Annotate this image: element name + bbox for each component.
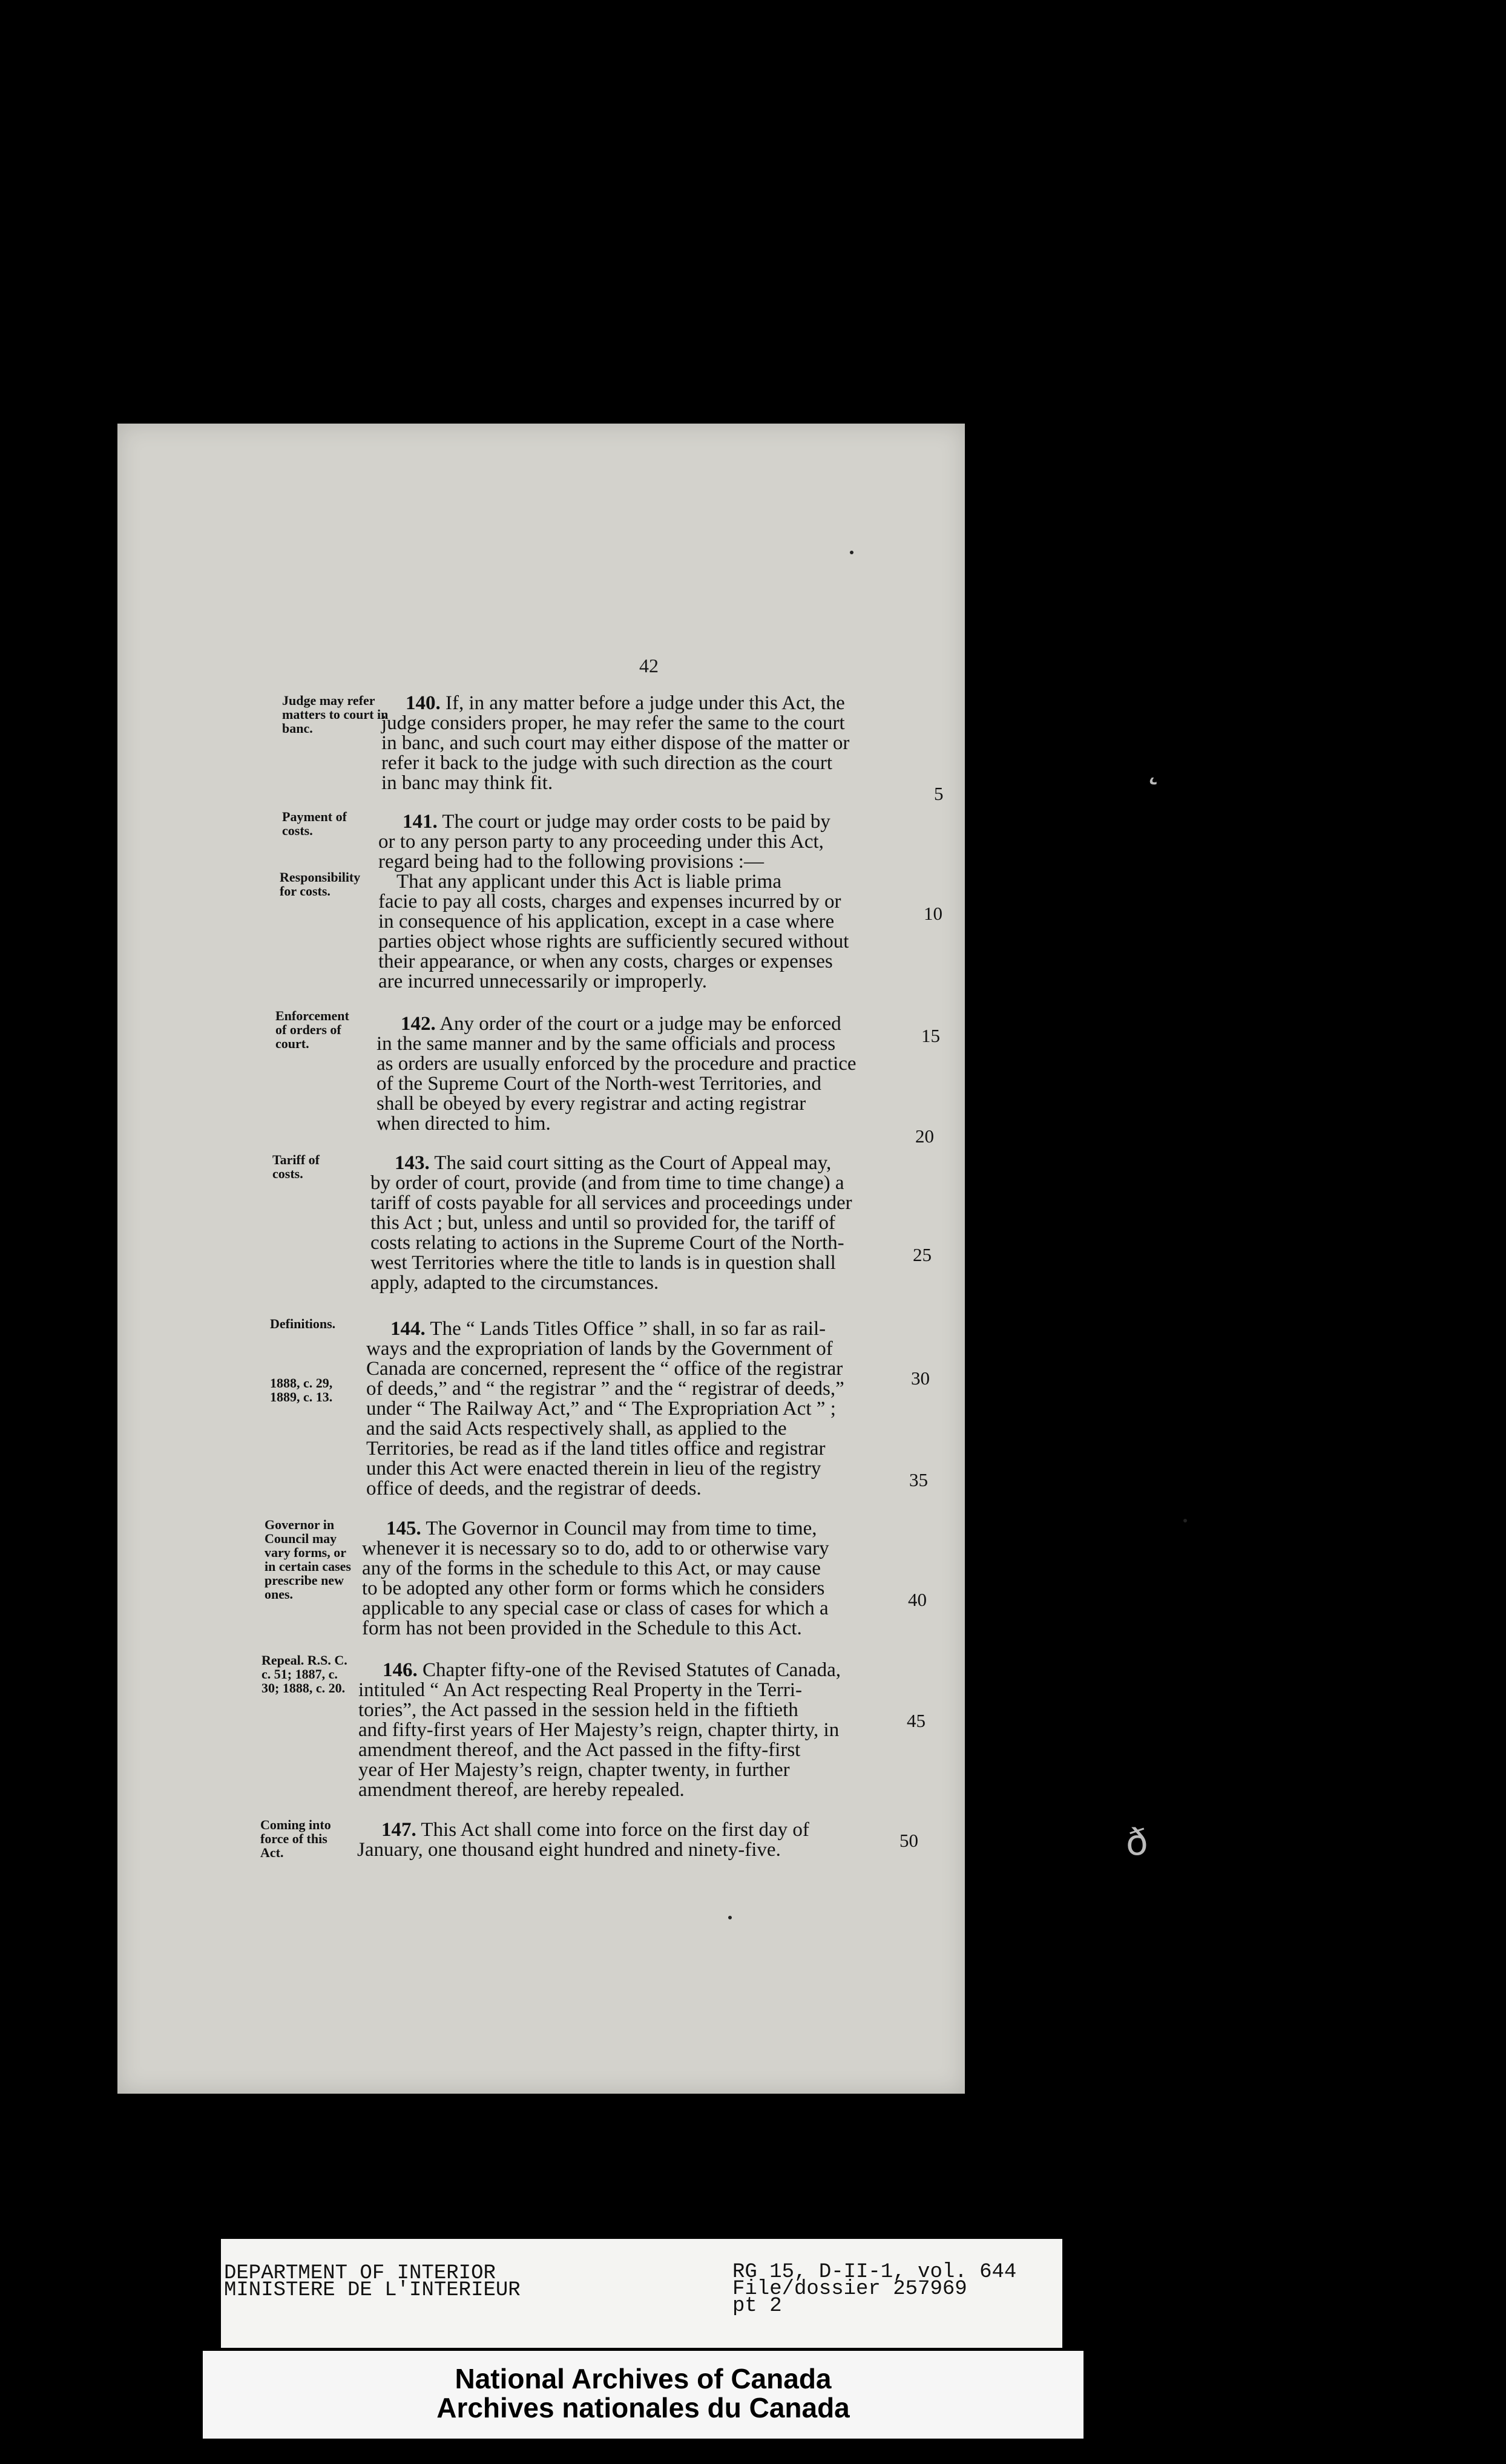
section-number: 140. xyxy=(406,692,441,714)
department-english: DEPARTMENT OF INTERIOR xyxy=(224,2262,496,2285)
file-number: File/dossier 257969 xyxy=(732,2278,967,2301)
speck xyxy=(850,551,853,554)
margin-note-146: Repeal. R.S. C. c. 51; 1887, c. 30; 1888, c. 20. xyxy=(261,1653,347,1696)
section-number: 143. xyxy=(395,1152,430,1174)
section-144: 144. The “ Lands Titles Office ” shall, in so far as rail- ways and the expropriation of lands by the Government of Canada are concerned, represent the “ office of the registrar of deeds,” and “ the registrar ” and the “ registrar of deeds,” under “ The Railway Act,” and “ The Expropriation Act ” ; and the said Acts respectively shall, as applied to the Territories, be read as if the land titles office and registrar under this Act were enacted therein in lieu of the registry office of deeds, and the registrar of deeds. xyxy=(366,1318,844,1499)
line-number: 20 xyxy=(915,1126,934,1147)
banner-french: Archives nationales du Canada xyxy=(436,2392,850,2423)
section-147: 147. This Act shall come into force on the first day of January, one thousand eight hundred and ninety-five. xyxy=(357,1819,809,1861)
edge-mark: ˛ xyxy=(1144,744,1162,787)
margin-note-147: Coming into force of this Act. xyxy=(260,1817,331,1860)
margin-note-1888: 1888, c. 29, 1889, c. 13. xyxy=(270,1375,333,1404)
section-143: 143. The said court sitting as the Court of Appeal may, by order of court, provide (and from time to time change) a tariff of costs payable for all services and proceedings under this Act ; but, unless and until so provided for, the tariff of costs relating to actions in the Supreme Court of the North- west Territories where the title to lands is in question shall apply, adapted to the circumstances. xyxy=(370,1152,852,1294)
section-142: 142. Any order of the court or a judge may be enforced in the same manner and by the same officials and process as orders are usually enforced by the procedure and practice of the Supreme Court of the North-west Territories, and shall be obeyed by every registrar and acting registrar when directed to him. xyxy=(376,1013,857,1135)
margin-note-144: Definitions. xyxy=(270,1316,336,1331)
edge-mark: ð xyxy=(1126,1821,1148,1864)
line-number: 5 xyxy=(934,783,944,804)
line-number: 50 xyxy=(899,1830,918,1851)
part-number: pt 2 xyxy=(732,2295,782,2318)
line-number: 35 xyxy=(909,1469,928,1490)
margin-note-141: Payment of costs. xyxy=(282,809,347,838)
margin-note-responsibility: Responsibility for costs. xyxy=(280,870,361,899)
line-number: 15 xyxy=(921,1025,940,1046)
record-group-reference: RG 15, D-II-1, vol. 644 xyxy=(732,2261,1017,2284)
department-french: MINISTERE DE L'INTERIEUR xyxy=(224,2279,521,2302)
margin-note-142: Enforcement of orders of court. xyxy=(275,1008,349,1051)
line-number: 30 xyxy=(911,1368,930,1389)
archives-banner xyxy=(203,2351,1083,2439)
speck xyxy=(1183,1519,1187,1522)
section-number: 144. xyxy=(390,1318,426,1340)
margin-note-140: Judge may refer matters to court in banc. xyxy=(282,693,389,736)
section-140: 140. If, in any matter before a judge under this Act, the judge considers proper, he may refer the same to the court in banc, and such court may either dispose of the matter or refer it back to the judge with such direction as the court in banc may think fit. xyxy=(381,692,850,794)
line-number: 25 xyxy=(913,1244,932,1265)
line-number: 45 xyxy=(907,1710,926,1731)
section-number: 141. xyxy=(403,811,438,833)
banner-english: National Archives of Canada xyxy=(455,2363,832,2394)
section-number: 142. xyxy=(401,1013,436,1035)
section-145: 145. The Governor in Council may from time to time, whenever it is necessary so to do, add to or otherwise vary any of the forms in the schedule to this Act, or may cause to be adopted any other form or forms which he considers applicable to any special case or class of cases for which a form has not been provided in the Schedule to this Act. xyxy=(362,1518,829,1639)
line-number: 40 xyxy=(908,1589,927,1610)
page-number: 42 xyxy=(639,655,659,677)
margin-note-145: Governor in Council may vary forms, or in certain cases prescribe new ones. xyxy=(265,1517,351,1602)
line-number: 10 xyxy=(924,903,942,924)
section-number: 147. xyxy=(381,1819,416,1841)
section-146: 146. Chapter fifty-one of the Revised Statutes of Canada, intituled “ An Act respecting Real Property in the Terri- tories”, the Act passed in the session held in the fiftieth and fifty-first years of Her Majesty’s reign, chapter thirty, in amendment thereof, and the Act passed in the fifty-first year of Her Majesty’s reign, chapter twenty, in further amendment thereof, are hereby repealed. xyxy=(358,1659,841,1801)
section-number: 146. xyxy=(383,1659,418,1681)
section-number: 145. xyxy=(386,1518,421,1539)
margin-note-143: Tariff of costs. xyxy=(272,1152,320,1181)
section-141: 141. The court or judge may order costs to be paid by or to any person party to any proceeding under this Act, regard being had to the following provisions :— That any applicant under this Act is liable prima facie to pay all costs, charges and expenses incurred by or in consequence of his application, except in a case where parties object whose rights are sufficiently secured without their appearance, or when any costs, charges or expenses are incurred unnecessarily or improperly. xyxy=(378,811,849,992)
archive-reference-stamp xyxy=(221,2239,1062,2348)
speck xyxy=(728,1916,732,1919)
